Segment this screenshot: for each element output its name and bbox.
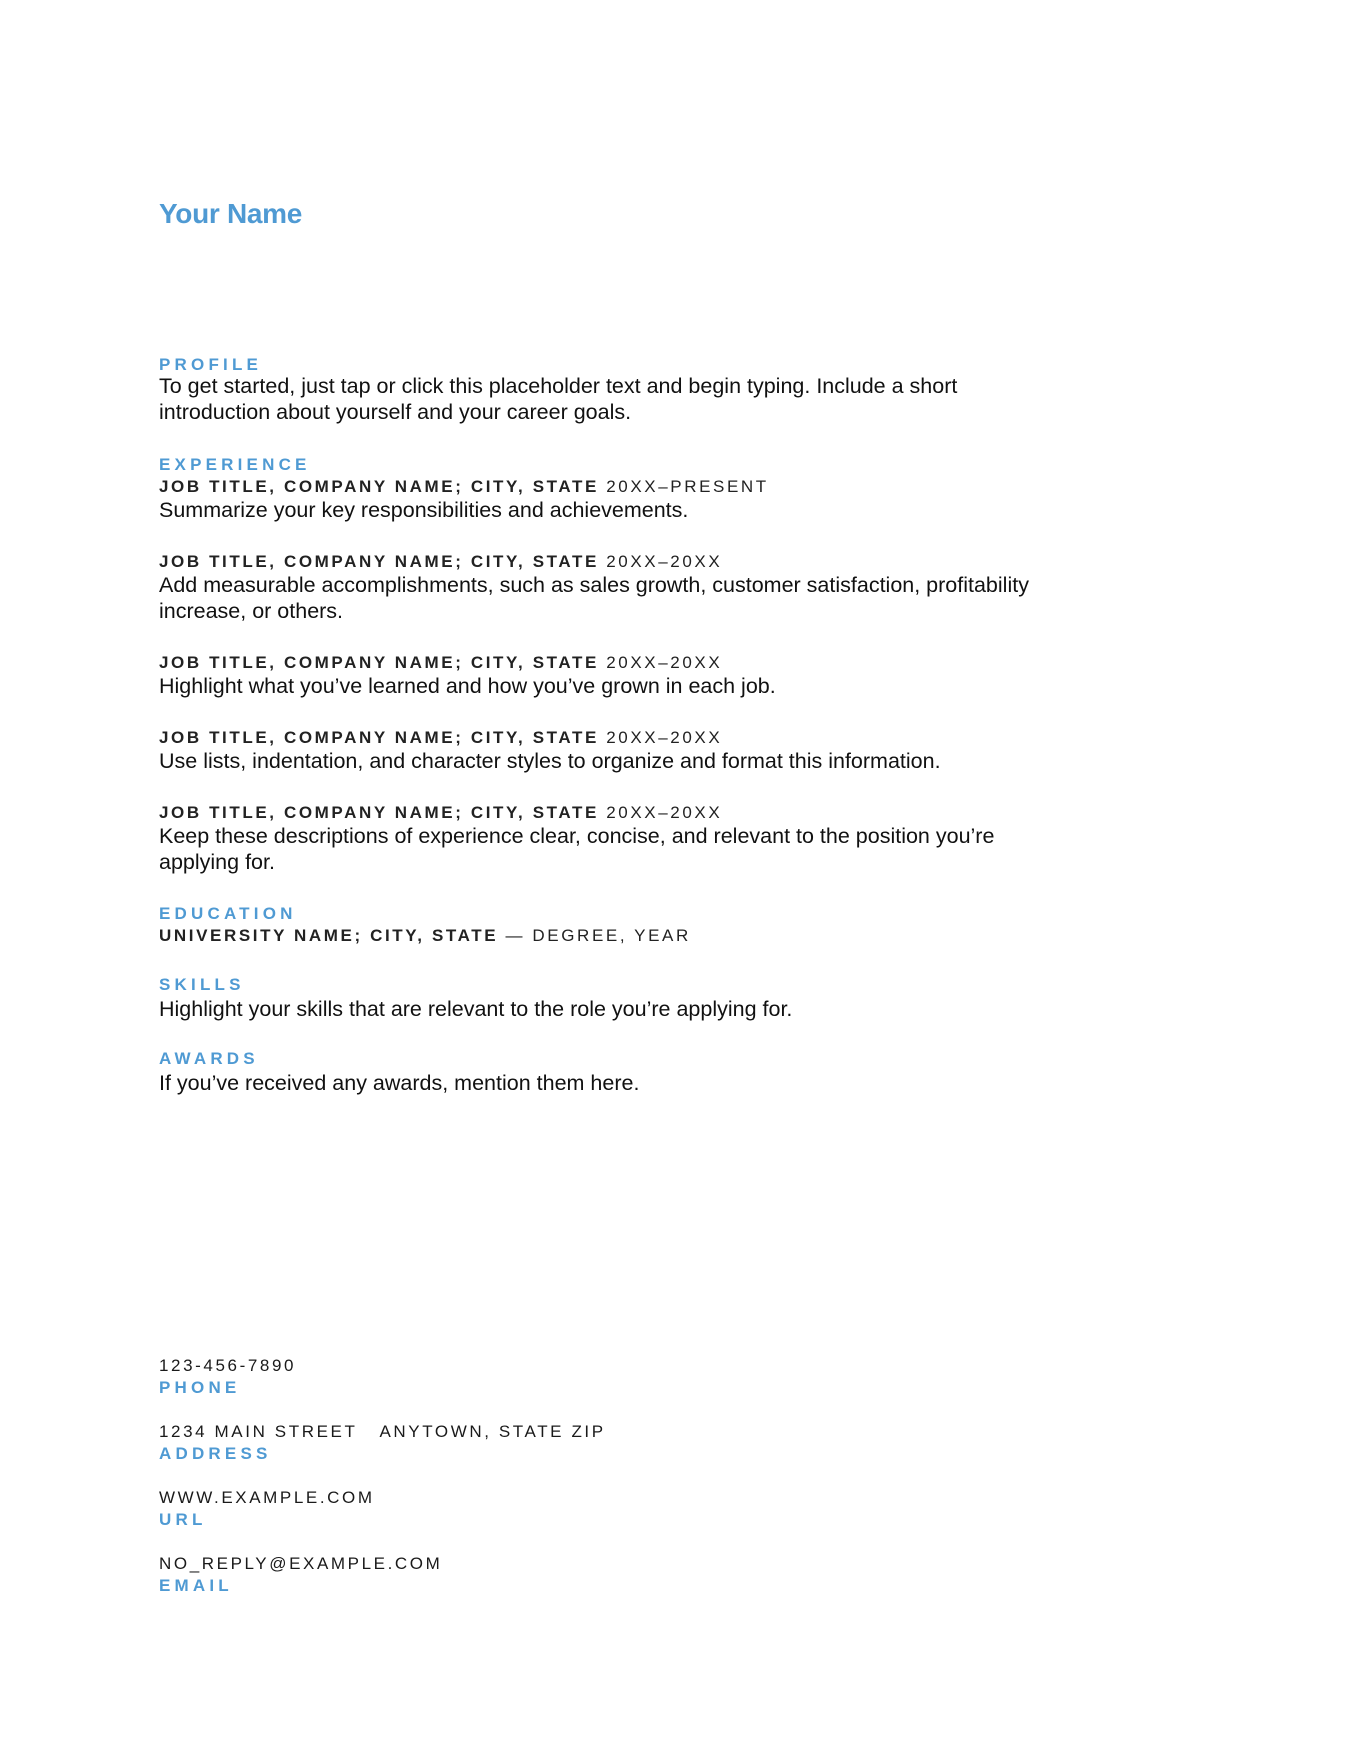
job-dates: 20XX–20XX — [606, 653, 723, 672]
job-dates: 20XX–20XX — [606, 552, 723, 571]
address-value — [159, 1422, 606, 1442]
phone-value: 123-456-7890 — [159, 1356, 297, 1375]
education-separator: — — [505, 926, 526, 945]
education-heading: EDUCATION — [159, 904, 297, 923]
job-line-1 — [159, 477, 769, 497]
job-description-3: Highlight what you’ve learned and how you’ve grown in each job. — [159, 674, 776, 698]
url-value: WWW.EXAMPLE.COM — [159, 1488, 375, 1507]
job-line-4 — [159, 728, 722, 748]
school-name: UNIVERSITY NAME; CITY, STATE — [159, 926, 499, 945]
job-title: JOB TITLE, COMPANY NAME; CITY, STATE — [159, 728, 599, 747]
awards-heading: AWARDS — [159, 1049, 259, 1068]
job-description-4: Use lists, indentation, and character styles to organize and format this information. — [159, 749, 941, 773]
address-street: 1234 MAIN STREET — [159, 1422, 358, 1441]
skills-heading: SKILLS — [159, 975, 245, 994]
phone-label: PHONE — [159, 1378, 241, 1397]
job-line-2 — [159, 552, 722, 572]
job-dates: 20XX–20XX — [606, 803, 723, 822]
address-city: ANYTOWN, STATE ZIP — [379, 1422, 606, 1441]
job-description-2: Add measurable accomplishments, such as sales growth, customer satisfaction, profitability increase, or others. — [159, 573, 1029, 623]
email-label: EMAIL — [159, 1576, 233, 1595]
job-title: JOB TITLE, COMPANY NAME; CITY, STATE — [159, 653, 599, 672]
education-line — [159, 926, 691, 946]
job-description-5: Keep these descriptions of experience clear, concise, and relevant to the position you’re applying for. — [159, 824, 995, 874]
job-line-5 — [159, 803, 722, 823]
job-description-1: Summarize your key responsibilities and achievements. — [159, 498, 689, 522]
skills-text: Highlight your skills that are relevant to the role you’re applying for. — [159, 997, 793, 1021]
degree-year: DEGREE, YEAR — [532, 926, 691, 945]
job-dates: 20XX–PRESENT — [606, 477, 769, 496]
job-title: JOB TITLE, COMPANY NAME; CITY, STATE — [159, 552, 599, 571]
profile-heading: PROFILE — [159, 355, 263, 374]
job-title: JOB TITLE, COMPANY NAME; CITY, STATE — [159, 803, 599, 822]
profile-text: To get started, just tap or click this placeholder text and begin typing. Include a short introduction about yourself and your career goals. — [159, 374, 958, 424]
resume-name: Your Name — [159, 198, 303, 229]
awards-text: If you’ve received any awards, mention them here. — [159, 1071, 640, 1095]
url-label: URL — [159, 1510, 207, 1529]
address-label: ADDRESS — [159, 1444, 272, 1463]
email-value: NO_REPLY@EXAMPLE.COM — [159, 1554, 443, 1573]
job-dates: 20XX–20XX — [606, 728, 723, 747]
experience-heading: EXPERIENCE — [159, 455, 311, 474]
job-line-3 — [159, 653, 722, 673]
job-title: JOB TITLE, COMPANY NAME; CITY, STATE — [159, 477, 599, 496]
